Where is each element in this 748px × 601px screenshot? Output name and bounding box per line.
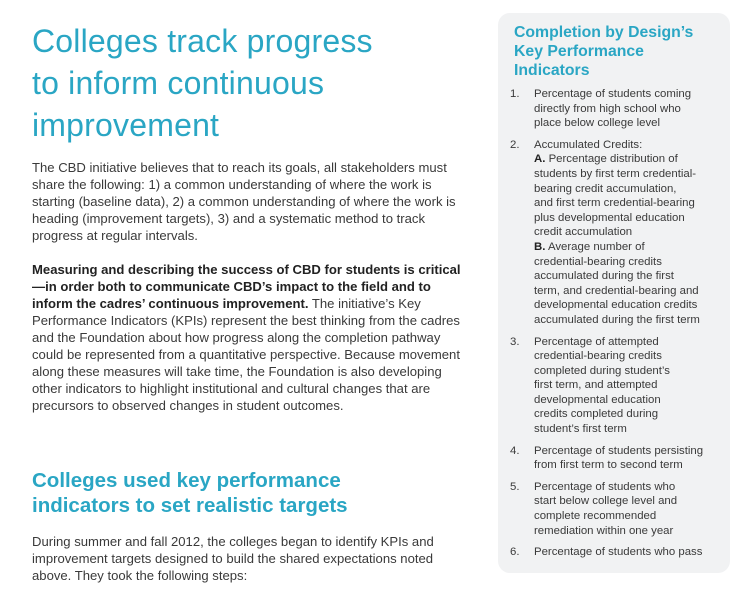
kpi-sub-a	[534, 152, 722, 167]
sidebar-title-line-1: Completion by Design’s	[514, 24, 694, 41]
kpi-sub-b-label: B.	[534, 240, 546, 253]
kpi-line: Percentage of students persisting	[534, 444, 704, 457]
kpi-line: Percentage of students who pass	[534, 546, 703, 559]
kpi-line: credential-bearing credits	[534, 350, 662, 363]
kpi-sub-b	[534, 240, 722, 255]
section-heading-line-2: indicators to set realistic targets	[32, 494, 348, 517]
kpi-line: Percentage distribution of	[545, 153, 678, 166]
steps-paragraph: During summer and fall 2012, the colleges began to identify KPIs and improvement targets designed to build the shared expectations noted above. They took the following steps:	[32, 534, 434, 583]
kpi-item-1	[510, 87, 722, 131]
kpi-paragraph-rest: The initiative’s Key Performance Indicators (KPIs) represent the best thinking from the cadres and the Foundation about how progress along the completion pathway could be represented from a quantitative perspective. Because movement along these measures will take time, the Foundation is also developing other indicators to highlight institutional and cultural changes that are precursors to observed changes in student outcomes.	[32, 296, 460, 413]
kpi-item-4	[510, 444, 722, 473]
kpi-text	[534, 87, 722, 131]
kpi-line: start below college level and	[534, 495, 678, 508]
kpi-number: 1.	[510, 88, 520, 100]
kpi-line: Percentage of students who	[534, 480, 676, 493]
kpi-item-2	[510, 138, 722, 328]
kpi-line: first term, and attempted	[534, 379, 658, 392]
kpi-text	[534, 444, 722, 473]
kpi-number: 2.	[510, 138, 520, 151]
kpi-text	[534, 545, 722, 560]
kpi-line: completed during student’s	[534, 364, 670, 377]
kpi-line: term, and credential-bearing and	[534, 284, 699, 297]
kpi-item-5	[510, 480, 722, 538]
sidebar-title-line-2: Key Performance	[514, 43, 644, 60]
kpi-line: credit accumulation	[534, 226, 633, 239]
kpi-item-3	[510, 335, 722, 437]
kpi-text	[534, 480, 722, 538]
kpi-line: accumulated during the first term	[534, 313, 700, 326]
section-heading	[32, 468, 472, 518]
kpi-line: Percentage of students coming	[534, 88, 692, 100]
kpi-number: 3.	[510, 335, 520, 348]
kpi-line: bearing credit accumulation,	[534, 182, 677, 195]
kpi-line: directly from high school who	[534, 102, 681, 115]
kpi-line: developmental education	[534, 393, 661, 406]
kpi-line: Accumulated Credits:	[534, 138, 643, 151]
kpi-number: 6.	[510, 546, 520, 559]
kpi-line: Percentage of attempted	[534, 335, 659, 348]
kpi-number: 4.	[510, 444, 520, 457]
main-column	[32, 20, 472, 601]
intro-paragraph: The CBD initiative believes that to reach its goals, all stakeholders must share the following: 1) a common understanding of where the work is starting (baseline data), 2) a common understanding of where the work is heading (improvement targets), 3) and a systematic method to track progress at regular intervals.	[32, 160, 456, 243]
kpi-line: Average number of	[545, 240, 645, 253]
title-line-3: improvement	[32, 107, 220, 143]
kpi-text	[534, 335, 722, 437]
title-line-1: Colleges track progress	[32, 23, 373, 59]
kpi-list	[498, 87, 730, 560]
kpi-line: remediation within one year	[534, 524, 674, 537]
section-heading-line-1: Colleges used key performance	[32, 469, 341, 492]
kpi-line: developmental education credits	[534, 299, 698, 312]
sidebar-title	[514, 23, 730, 80]
title-line-2: to inform continuous	[32, 65, 325, 101]
page-title	[32, 20, 472, 146]
kpi-paragraph	[32, 261, 472, 414]
kpi-sidebar	[498, 13, 730, 573]
sidebar-title-line-3: Indicators	[514, 62, 590, 79]
kpi-line: from first term to second term	[534, 459, 683, 472]
kpi-line: place below college level	[534, 117, 661, 130]
kpi-number: 5.	[510, 480, 520, 493]
kpi-line: students by first term credential-	[534, 167, 697, 180]
kpi-line: credential-bearing credits	[534, 255, 662, 268]
kpi-line: complete recommended	[534, 510, 657, 523]
kpi-line: accumulated during the first	[534, 270, 674, 283]
kpi-line: credits completed during	[534, 408, 659, 421]
kpi-line: student’s first term	[534, 423, 627, 436]
kpi-text	[534, 138, 722, 328]
kpi-line: plus developmental education	[534, 211, 685, 224]
kpi-line: and first term credential-bearing	[534, 197, 695, 210]
kpi-paragraph-bold: Measuring and describing the success of CBD for students is critical—in order both to communicate CBD’s impact to the field and to inform the cadres’ continuous improvement.	[32, 262, 461, 311]
kpi-sub-a-label: A.	[534, 153, 546, 166]
kpi-item-6	[510, 545, 722, 560]
